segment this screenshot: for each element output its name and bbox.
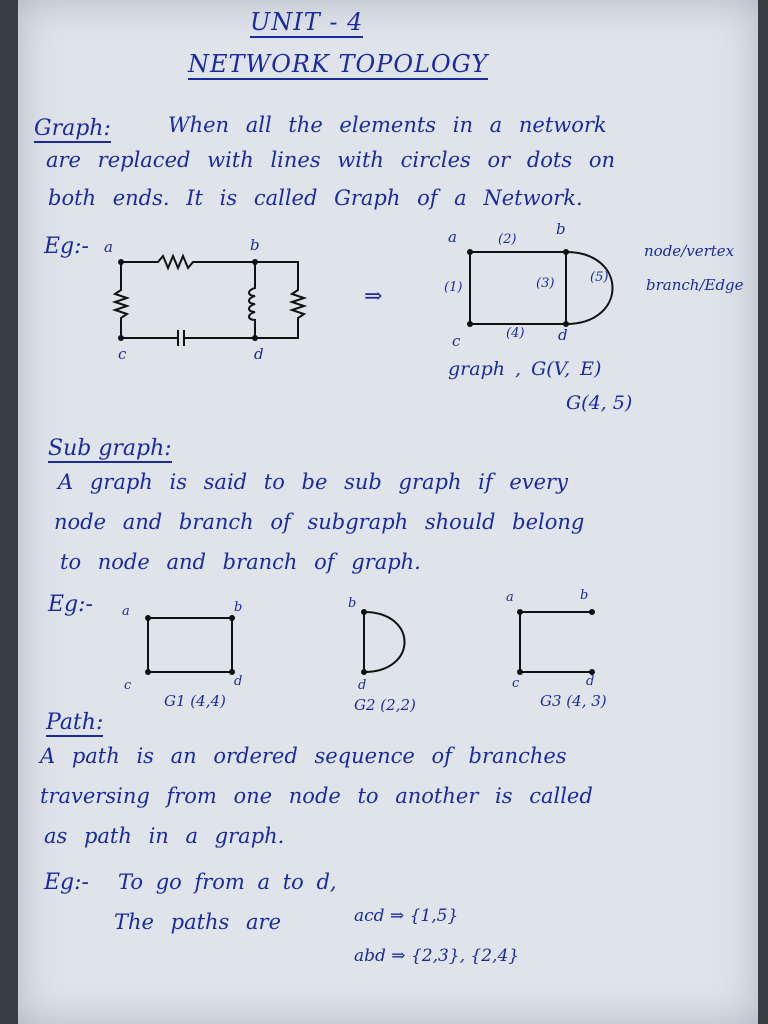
paths-label: The paths are <box>114 910 281 934</box>
graph-node-d: d <box>558 326 568 344</box>
legend-branch: branch/Edge <box>646 276 744 294</box>
graph-heading: Graph: <box>34 116 111 141</box>
graph-node-a: a <box>448 228 457 246</box>
graph-notation: graph , G(V, E) <box>448 358 602 380</box>
g2-caption: G2 (2,2) <box>354 696 416 714</box>
circuit-node-d: d <box>254 345 264 363</box>
g1-node-a: a <box>122 604 130 619</box>
path-1: acd ⇒ {1,5} <box>354 906 459 926</box>
graph-count: G(4, 5) <box>566 392 633 414</box>
g2-node-b: b <box>348 596 357 611</box>
g1-node-d: d <box>234 674 243 689</box>
graph-node-b: b <box>556 220 566 238</box>
subgraph-heading: Sub graph: <box>48 436 172 461</box>
path-line-3: as path in a graph. <box>44 824 285 848</box>
subgraph-g3 <box>520 612 592 672</box>
branch-label-2: (2) <box>498 232 517 247</box>
graph-line-1: When all the elements in a network <box>168 113 607 137</box>
g1-node-c: c <box>124 678 132 693</box>
subgraph-line-2: node and branch of subgraph should belong <box>54 510 585 534</box>
resistor-right <box>255 262 304 338</box>
legend-node: node/vertex <box>644 242 735 260</box>
unit-title: UNIT - 4 <box>250 8 364 36</box>
arrow-icon: ⇒ <box>364 284 383 309</box>
g3-node-d: d <box>586 674 595 689</box>
g2-node-d: d <box>358 678 367 693</box>
circuit-node-c: c <box>118 345 127 363</box>
path-2: abd ⇒ {2,3}, {2,4} <box>354 946 520 966</box>
path-heading: Path: <box>46 710 104 735</box>
g3-node-b: b <box>580 588 589 603</box>
graph-eg-label: Eg:- <box>44 234 89 259</box>
subgraph-line-3: to node and branch of graph. <box>60 550 421 574</box>
notebook-page <box>18 0 758 1024</box>
inductor-bd <box>249 262 255 338</box>
g3-node-c: c <box>512 676 520 691</box>
graph-line-2: are replaced with lines with circles or dots on <box>46 148 615 172</box>
branch-label-1: (1) <box>444 280 463 295</box>
branch-label-5: (5) <box>590 270 609 285</box>
subgraph-eg-label: Eg:- <box>48 592 93 617</box>
resistor-ac <box>115 262 127 338</box>
subgraph-line-1: A graph is said to be sub graph if every <box>58 470 568 494</box>
path-line-2: traversing from one node to another is called <box>40 784 593 808</box>
g3-caption: G3 (4, 3) <box>540 692 607 710</box>
subgraph-g2-arc <box>364 612 405 672</box>
g3-node-a: a <box>506 590 514 605</box>
topic-title: NETWORK TOPOLOGY <box>188 50 489 78</box>
path-line-1: A path is an ordered sequence of branches <box>40 744 567 768</box>
branch-label-3: (3) <box>536 276 555 291</box>
g1-caption: G1 (4,4) <box>164 692 226 710</box>
subgraph-g1 <box>148 618 232 672</box>
circuit-node-a: a <box>104 238 113 256</box>
graph-node-c: c <box>452 332 461 350</box>
graph-arc-branch5 <box>566 252 613 324</box>
path-eg-text: To go from a to d, <box>118 870 337 894</box>
g1-node-b: b <box>234 600 243 615</box>
circuit-node-b: b <box>250 236 260 254</box>
branch-label-4: (4) <box>506 326 525 341</box>
path-eg-label: Eg:- <box>44 870 89 895</box>
graph-line-3: both ends. It is called Graph of a Network. <box>48 186 583 210</box>
